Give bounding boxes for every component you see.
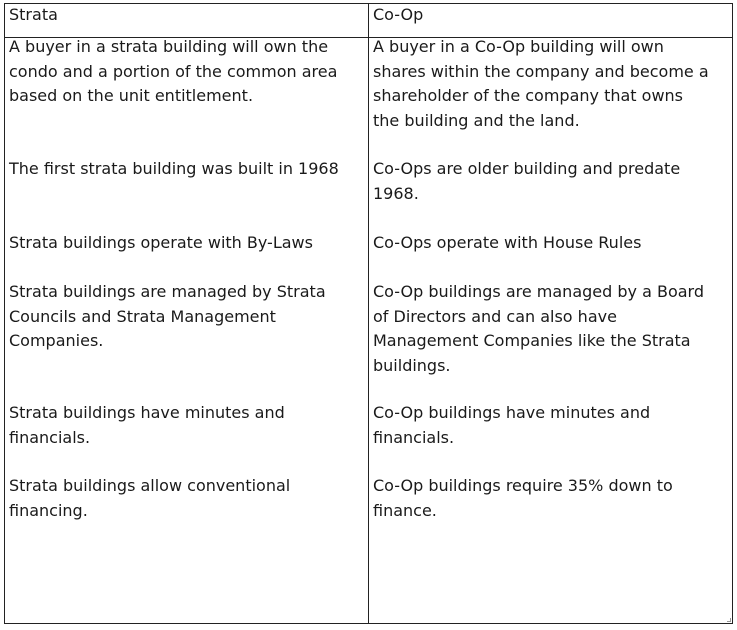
cell-strata-minutes[interactable]: Strata buildings have minutes and financials. [9, 403, 285, 447]
cell-coop-management[interactable]: Co-Op buildings are managed by a Board of Directors and can also have Management Companies like the Strata buildings. [373, 282, 704, 375]
cell-strata-rules[interactable]: Strata buildings operate with By-Laws [9, 233, 313, 252]
table-resize-handle[interactable] [727, 618, 731, 622]
cell-coop-ownership[interactable]: A buyer in a Co-Op building will own shares within the company and become a shareholder of the company that owns the building and the land. [373, 37, 709, 130]
cell-coop-minutes[interactable]: Co-Op buildings have minutes and financials. [373, 403, 651, 447]
cell-coop-financing[interactable]: Co-Op buildings require 35% down to finance. [373, 476, 673, 520]
cell-strata-management[interactable]: Strata buildings are managed by Strata Councils and Strata Management Companies. [9, 282, 326, 350]
cell-strata-ownership[interactable]: A buyer in a strata building will own the condo and a portion of the common area based on the unit entitlement. [9, 37, 338, 105]
cell-strata-history[interactable]: The first strata building was built in 1968 [9, 159, 339, 178]
cell-strata-financing[interactable]: Strata buildings allow conventional financing. [9, 476, 291, 520]
cell-coop-history[interactable]: Co-Ops are older building and predate 1968. [373, 159, 681, 203]
column-divider [368, 4, 369, 623]
header-coop[interactable]: Co-Op [373, 5, 424, 24]
cell-coop-rules[interactable]: Co-Ops operate with House Rules [373, 233, 642, 252]
header-strata[interactable]: Strata [9, 5, 58, 24]
